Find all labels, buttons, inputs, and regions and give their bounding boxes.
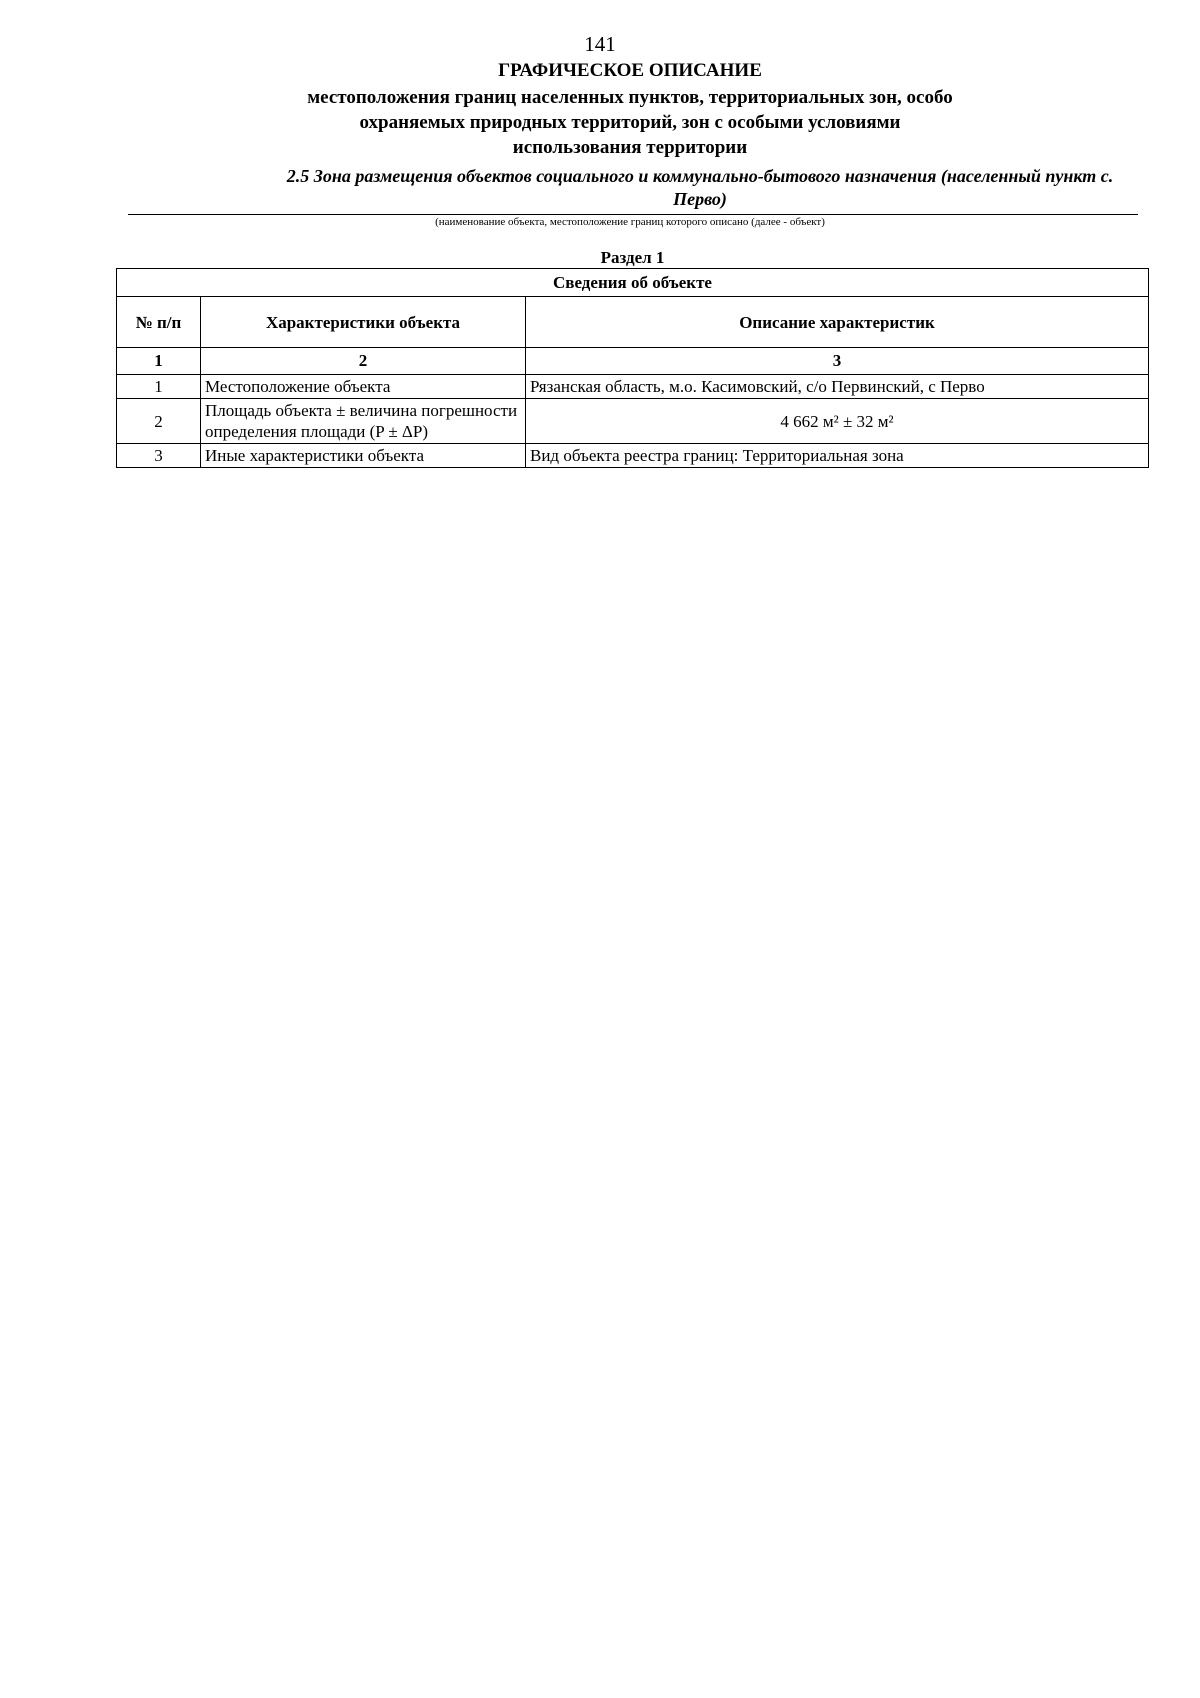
row-num: 1 (117, 375, 201, 399)
row-description: 4 662 м² ± 32 м² (526, 399, 1149, 444)
object-info-table (116, 268, 1149, 468)
document-title: ГРАФИЧЕСКОЕ ОПИСАНИЕ (498, 60, 762, 81)
object-caption: (наименование объекта, местоположение границ которого описано (далее - объект) (435, 216, 825, 228)
row-num: 2 (117, 399, 201, 444)
object-name: 2.5 Зона размещения объектов социального и коммунально-бытового назначения (населенный пункт с. Перво) (286, 166, 1114, 209)
header-characteristic: Характеристики объекта (201, 297, 526, 348)
header-description: Описание характеристик (526, 297, 1149, 348)
row-characteristic: Иные характеристики объекта (201, 444, 526, 468)
underline-rule (128, 214, 1138, 215)
table-row (117, 444, 1149, 468)
column-index-row (117, 348, 1149, 375)
row-characteristic: Местоположение объекта (201, 375, 526, 399)
document-subtitle: местоположения границ населенных пунктов, территориальных зон, особо охраняемых природных территорий, зон с особыми условиями использования территории (307, 87, 953, 158)
header-num: № п/п (117, 297, 201, 348)
row-num: 3 (117, 444, 201, 468)
column-index: 1 (117, 348, 201, 375)
table-row (117, 375, 1149, 399)
table-title: Сведения об объекте (117, 269, 1149, 297)
row-characteristic: Площадь объекта ± величина погрешности определения площади (P ± ΔP) (201, 399, 526, 444)
column-index: 3 (526, 348, 1149, 375)
row-description: Рязанская область, м.о. Касимовский, с/о Первинский, с Перво (526, 375, 1149, 399)
table-row (117, 399, 1149, 444)
page-number: 141 (584, 32, 616, 56)
column-index: 2 (201, 348, 526, 375)
section-label: Раздел 1 (600, 248, 665, 267)
table-header-row (117, 297, 1149, 348)
table-title-row (117, 269, 1149, 297)
row-description: Вид объекта реестра границ: Территориальная зона (526, 444, 1149, 468)
